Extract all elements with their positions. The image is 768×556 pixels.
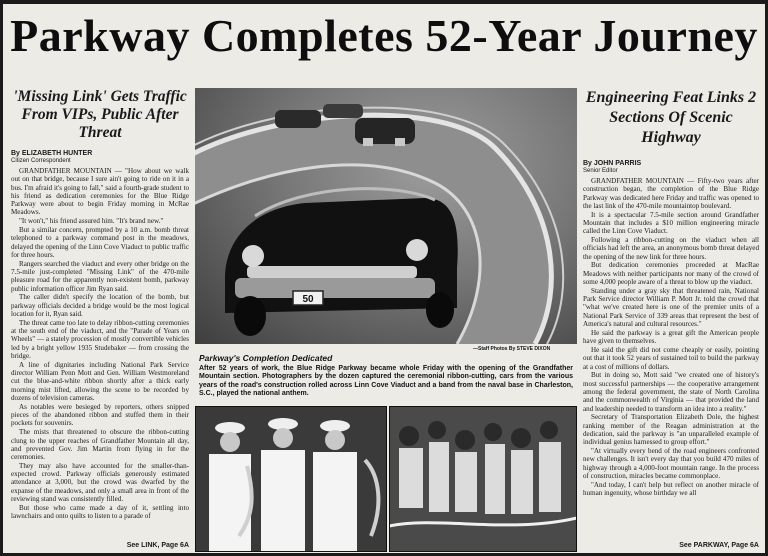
paragraph: Rangers searched the viaduct and every other bridge on the 7.5-mile just-completed "Missing Link" of the 470-mile pleasure road for the apparently non-existent bomb, parkway public information officer Jim Ryan said.	[11, 259, 189, 293]
photo-credit: —Staff Photos By STEVE DIXON	[473, 346, 551, 352]
naval-band-photo	[195, 406, 387, 552]
right-story-byline-title: Senior Editor	[583, 168, 618, 174]
paragraph: The caller didn't specify the location of the bomb, but parkway officials decided a bridge would be the most logical location for it, Ryan said.	[11, 293, 189, 319]
paragraph: But dedication ceremonies proceeded at MacRae Meadows with neither participants nor many of the crowd of some 4,000 people aware of a threat to blow up the viaduct.	[583, 261, 759, 287]
cutline-headline: Parkway's Completion Dedicated	[199, 353, 333, 363]
right-story-deck: Engineering Feat Links 2 Sections Of Scenic Highway	[585, 89, 757, 146]
paragraph: "At virtually every bend of the road engineers confronted new challenges. It isn't every day that you build 470 miles of highway through a 4,000-foot mountain range. In the process of construction, miracles became commonplace.	[583, 447, 759, 480]
paragraph: But those who came made a day of it, settling into lawnchairs and onto quilts to listen to a parade of	[11, 503, 189, 521]
left-story	[11, 88, 189, 550]
right-story	[583, 88, 759, 550]
photo-cutline: After 52 years of work, the Blue Ridge Parkway became whole Friday with the opening of the Grandfather Mountain section. Photographers by the dozen captured the ceremonial ribbon-cutting, cars from the various years of the road's construction rolled across Linn Cove Viaduct and a band from the naval base in Charleston, S.C., played the national anthem.	[199, 365, 573, 398]
paragraph: Secretary of Transportation Elizabeth Dole, the highest ranking member of the Reagan administration at the dedication, said the parkway is "an unparalleled example of individual genius harnessed to group effort."	[583, 413, 759, 447]
paragraph: But a similar concern, prompted by a 10 a.m. bomb threat telephoned to a parkway command post in the meadows, delayed the opening of the Linn Cove Viaduct to public traffic for three hours.	[11, 226, 189, 259]
paragraph: The mists that threatened to obscure the ribbon-cutting clung to the upper reaches of Grandfather Mountain all day, and prevented Gov. Jim Martin from flying in for the ceremonies.	[11, 428, 189, 462]
left-story-byline: By ELIZABETH HUNTER	[11, 150, 93, 157]
paragraph: GRANDFATHER MOUNTAIN — Fifty-two years after construction began, the completion of the Blue Ridge Parkway was dedicated here Friday and traffic was opened to the last link of the 470-mile mountaintop boulevard.	[583, 177, 759, 210]
paragraph: He said the parkway is a great gift the American people have given to themselves.	[583, 328, 759, 346]
paragraph: "And today, I can't help but reflect on another miracle of human ingenuity, whose birthday we all	[583, 480, 759, 497]
right-story-byline: By JOHN PARRIS	[583, 160, 642, 167]
right-story-body	[583, 177, 759, 497]
paragraph: It is a spectacular 7.5-mile section around Grandfather Mountain that includes a $10 million engineering miracle called the Linn Cove Viaduct.	[583, 210, 759, 236]
paragraph: "It won't," his friend assured him. "It's brand new."	[19, 217, 164, 226]
left-story-deck: 'Missing Link' Gets Traffic From VIPs, Public After Threat	[13, 88, 187, 141]
paragraph: The threat came too late to delay ribbon-cutting ceremonies at the south end of the viaduct, and the "Parade of Years on Wheels" — a stately procession of mostly convertible vehicles led by a bright yellow 1935 Studebaker — from crossing the bridge.	[11, 318, 189, 361]
paragraph: A line of dignitaries including National Park Service director William Penn Mott and Gen. William Westmoreland cut the blue-and-white ribbon shortly after a thick early morning mist lifted, allowing the scene to be recorded by dozens of television cameras.	[11, 360, 189, 403]
crowd-ribbon-photo	[389, 406, 577, 552]
main-photo-viaduct-parade	[195, 88, 577, 344]
license-plate-text: 50	[302, 294, 314, 305]
newspaper-page	[3, 4, 765, 553]
paragraph: Following a ribbon-cutting on the viaduct when all officials had left the area, an anonymous bomb threat delayed the opening of the new link for three hours.	[583, 236, 759, 261]
paragraph: Standing under a gray sky that threatened rain, National Park Service director William P. Mott Jr. told the crowd that "what we've created here is one of the premier units of a National Park Service of 339 areas that represent the best of America's natural and cultural resources."	[583, 286, 759, 329]
page-headline: Parkway Completes 52-Year Journey	[10, 10, 758, 61]
left-story-byline-title: Citizen Correspondent	[11, 158, 71, 164]
paragraph: But in doing so, Mott said "we created one of history's most successful partnerships — the cooperative arrangement among the federal government, the state of North Carolina and the commonwealth of Virginia — that provided the land and leadership needed to transform an idea into a reality."	[583, 371, 759, 413]
left-story-jump-line: See LINK, Page 6A	[123, 541, 189, 550]
right-story-jump-line: See PARKWAY, Page 6A	[675, 541, 759, 550]
paragraph: As notables were besieged by reporters, others snipped pieces of the abandoned ribbon and stuffed them in their pockets for souvenirs.	[11, 402, 189, 428]
paragraph: They may also have accounted for the smaller-than-expected crowd. Parkway officials generously estimated attendance at 3,000, but the crowd was dwarfed by the expanse of the meadows, and only a small area in front of the reviewing stand was consistently filled.	[11, 461, 189, 504]
left-story-body	[11, 167, 189, 520]
paragraph: He said the gift did not come cheaply or easily, pointing out that it took 52 years of sustained toil to build the parkway at a cost of millions of dollars.	[583, 345, 759, 371]
paragraph: GRANDFATHER MOUNTAIN — "How about we walk out on that bridge, because I sure ain't going to ride on it in a bus. I'm afraid it's going to fall," said a fourth-grade student to his friend as dedication ceremonies for the Blue Ridge Parkway were about to begin Friday morning in McRae Meadows.	[11, 167, 189, 217]
